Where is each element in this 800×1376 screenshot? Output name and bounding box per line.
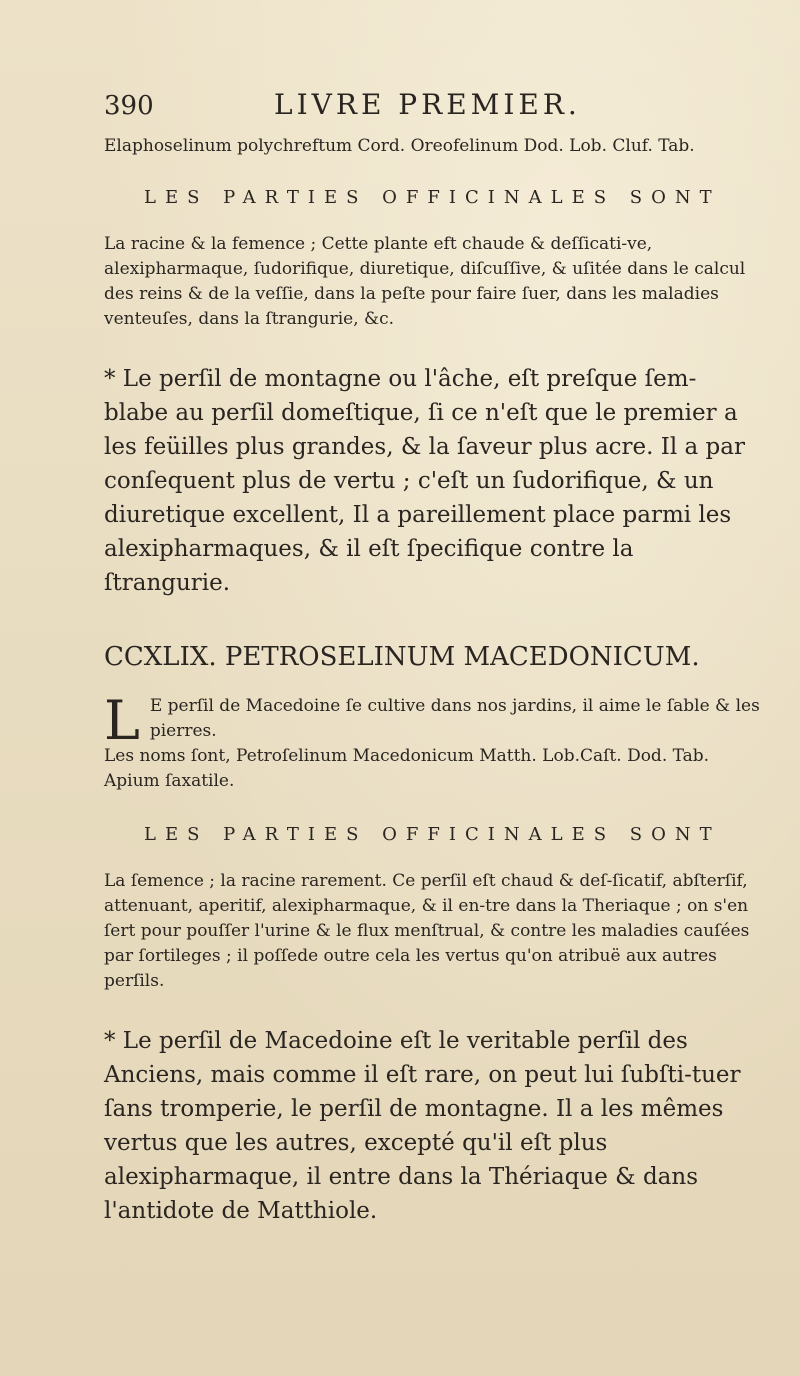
latin-names-line: Elaphoselinum polychreftum Cord. Oreofelinum Dod. Lob. Cluf. Tab. <box>104 136 695 156</box>
dropcap-paragraph-text: E perſil de Macedoine ſe cultive dans nos jardins, il aime le ſable & les pierres. <box>149 696 760 741</box>
note-paragraph-1: * Le perſil de montagne ou l'âche, eſt preſque ſem-blabe au perſil domeſtique, ſi ce n'eſt que le premier a les feüilles plus grandes, & la ſaveur plus acre. Il a par conſequent plus de vertu ; c'eſt un ſudorifique, & un diuretique excellent, Il a pareillement place parmi les alexipharmaques, & il eſt ſpecifique contre la ſtrangurie. <box>104 366 745 596</box>
page-header <box>104 88 760 134</box>
paragraph-officinal-parts-1: La racine & la femence ; Cette plante eft chaude & deſſicati-ve, alexipharmaque, ſudorifique, diuretique, diſcuſſive, & uſitée dans le calcul des reins & de la veſſie, dans la peſte pour faire ſuer, dans les maladies venteuſes, dans la ſtrangurie, &c. <box>104 234 746 329</box>
dropcap-paragraph <box>104 689 760 752</box>
names-line: Les noms ſont, Petroſelinum Macedonicum Matth. Lob.Caſt. Dod. Tab. Apium ſaxatile. <box>104 746 710 791</box>
drop-cap-letter: L <box>104 689 140 752</box>
section-heading-officinal-parts-2: LES PARTIES OFFICINALES SONT <box>144 824 721 845</box>
section-heading-officinal-parts: LES PARTIES OFFICINALES SONT <box>144 187 721 208</box>
note-paragraph-2: * Le perſil de Macedoine eſt le veritable perſil des Anciens, mais comme il eſt rare, on peut lui ſubſti-tuer ſans tromperie, le perſil de montagne. Il a les mêmes vertus que les autres, excepté qu'il eſt plus alexipharmaque, il entre dans la Thériaque & dans l'antidote de Matthiole. <box>104 1028 741 1224</box>
page-number: 390 <box>104 91 154 121</box>
chapter-title: CCXLIX. PETROSELINUM MACEDONICUM. <box>104 642 700 672</box>
running-title: LIVRE PREMIER. <box>274 88 581 121</box>
spacer <box>104 794 760 824</box>
paragraph-officinal-parts-2: La ſemence ; la racine rarement. Ce perſil eſt chaud & deſ-ſicatif, abſterſif, attenuant, aperitif, alexipharmaque, & il en-tre dans la Theriaque ; on s'en ſert pour pouſſer l'urine & le flux menſtrual, & contre les maladies cauſées par ſortileges ; il poſſede outre cela les vertus qu'on atribuë aux autres perſils. <box>104 871 750 991</box>
